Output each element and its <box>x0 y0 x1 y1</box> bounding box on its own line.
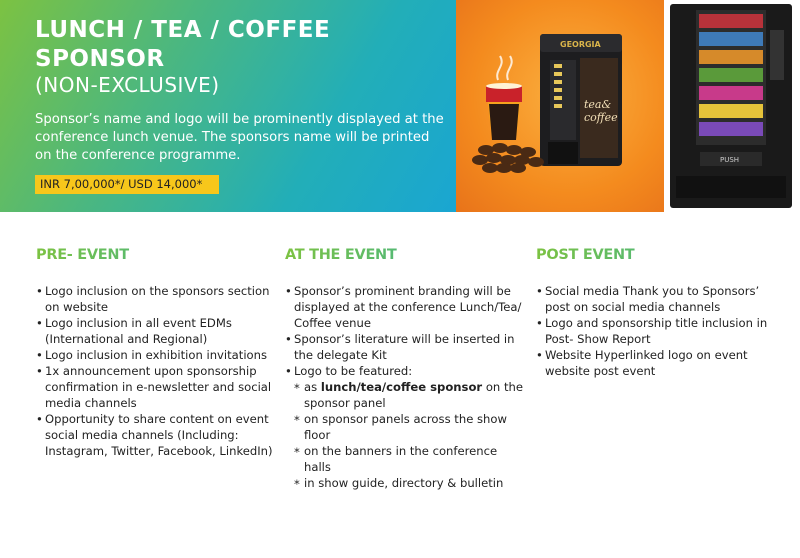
post-event-heading: POST EVENT <box>536 247 776 263</box>
page-title-line1: LUNCH / TEA / COFFEE <box>35 17 331 43</box>
vending-push-label: PUSH <box>720 156 740 164</box>
sub-list-item: * on sponsor panels across the show floor <box>285 411 525 443</box>
sponsor-description: Sponsor’s name and logo will be prominently displayed at the conference lunch venue. The sponsors name will be printed on the conference programme. <box>35 112 444 163</box>
list-item: • 1x announcement upon sponsorship confirmation in e-newsletter and social media channels <box>36 363 281 411</box>
sub-list-item: * as lunch/tea/coffee sponsor on the sponsor panel <box>285 379 525 411</box>
sub-list-item: * in show guide, directory & bulletin <box>285 475 525 491</box>
list-item: • Sponsor’s literature will be inserted in the delegate Kit <box>285 331 525 363</box>
at-event-column <box>285 247 525 491</box>
pre-event-column <box>36 247 281 459</box>
pre-event-list <box>36 283 281 459</box>
machine-brand: GEORGIA <box>560 40 601 49</box>
list-item: • Logo to be featured: <box>285 363 525 379</box>
post-event-column <box>536 247 776 379</box>
pre-event-heading: PRE- EVENT <box>36 247 281 263</box>
svg-text:coffee: coffee <box>584 111 618 124</box>
post-event-list <box>536 283 776 379</box>
page-title-line2: SPONSOR <box>35 46 165 72</box>
list-item: • Sponsor’s prominent branding will be displayed at the conference Lunch/Tea/ Coffee venue <box>285 283 525 331</box>
hero-banner <box>0 0 800 212</box>
list-item: • Logo and sponsorship title inclusion in Post- Show Report <box>536 315 776 347</box>
at-event-list <box>285 283 525 491</box>
vending-machine-image <box>666 0 800 212</box>
page-subtitle: (NON-EXCLUSIVE) <box>35 73 220 97</box>
list-item: • Logo inclusion in all event EDMs (International and Regional) <box>36 315 281 347</box>
list-item: • Logo inclusion in exhibition invitations <box>36 347 281 363</box>
list-item: • Opportunity to share content on event social media channels (Including: Instagram, Twitter, Facebook, LinkedIn) <box>36 411 281 459</box>
coffee-machine-image <box>456 0 664 212</box>
price-badge: INR 7,00,000*/ USD 14,000* <box>35 175 219 194</box>
hero-text-panel <box>0 0 456 212</box>
list-item: • Logo inclusion on the sponsors section on website <box>36 283 281 315</box>
sponsor-title-bold: lunch/tea/coffee sponsor <box>320 380 483 394</box>
at-event-heading: AT THE EVENT <box>285 247 525 263</box>
list-item: • Social media Thank you to Sponsors’ post on social media channels <box>536 283 776 315</box>
svg-text:tea&: tea& <box>584 98 612 111</box>
list-item: • Website Hyperlinked logo on event website post event <box>536 347 776 379</box>
sub-list-item: * on the banners in the conference halls <box>285 443 525 475</box>
